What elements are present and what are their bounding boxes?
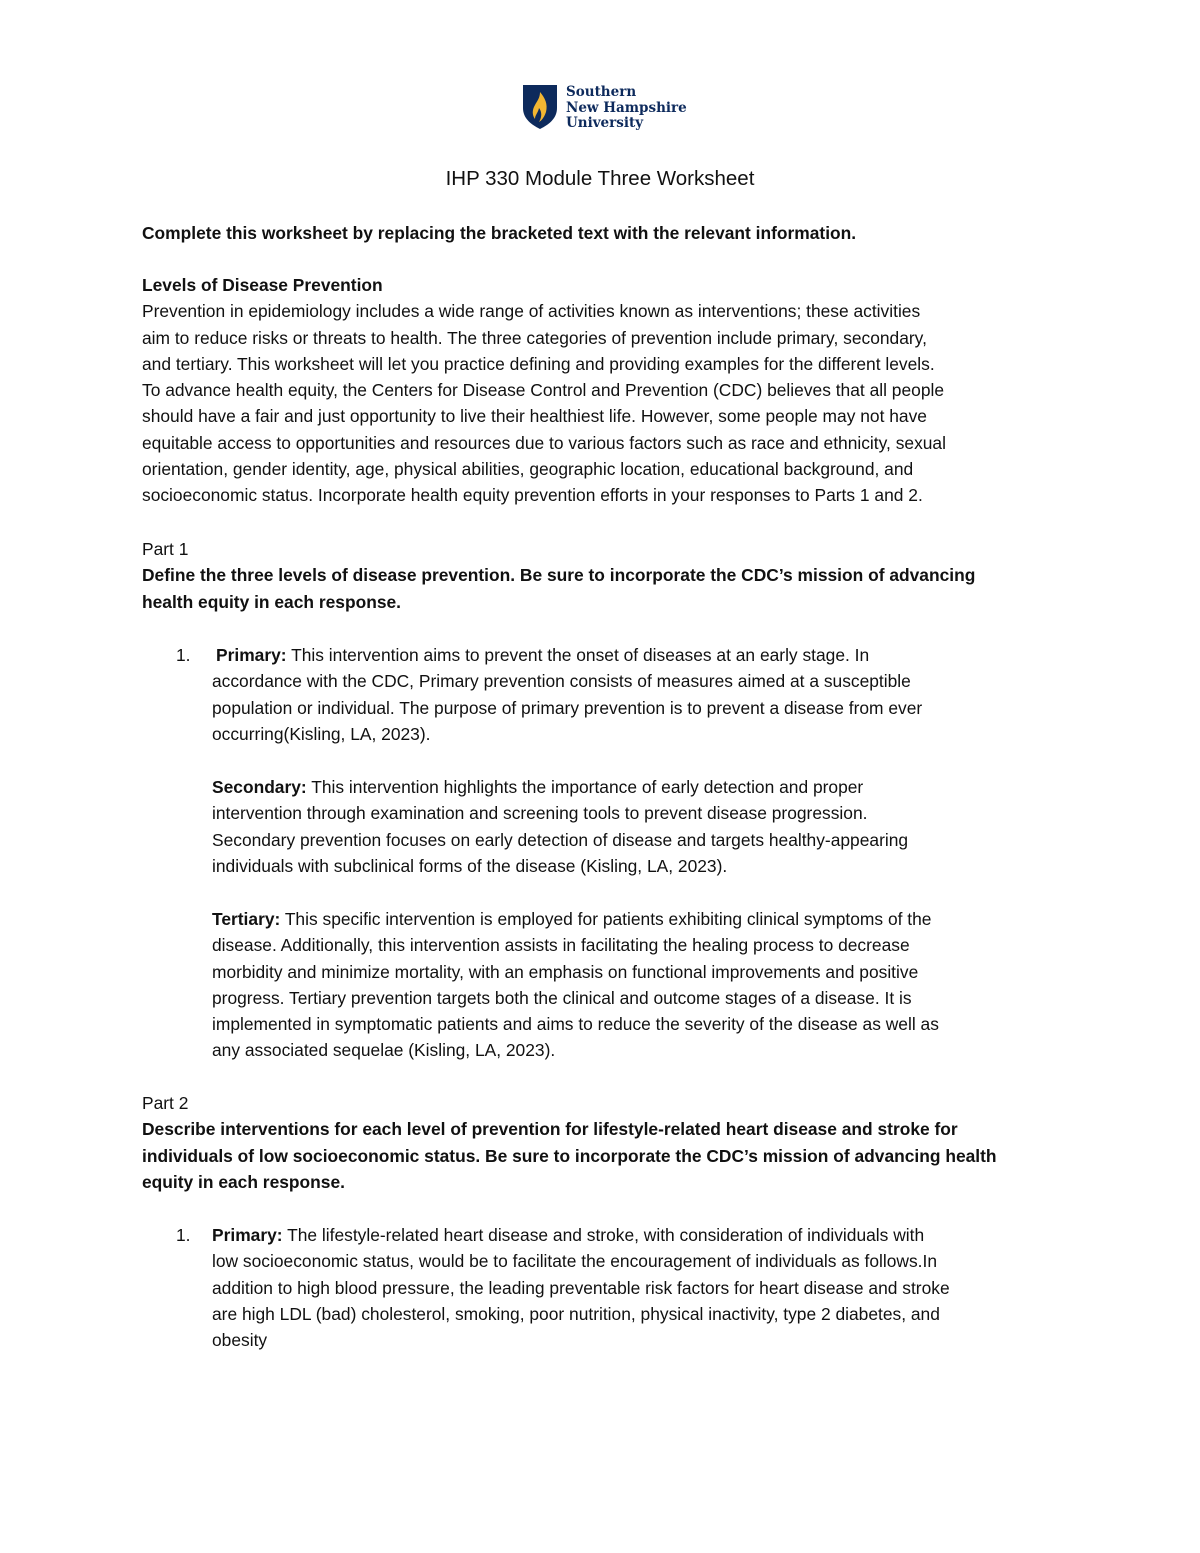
tertiary-line: any associated sequelae (Kisling, LA, 2023).: [212, 1040, 556, 1061]
part1-prompt: health equity in each response.: [142, 591, 401, 612]
logo-wordmark: [566, 85, 687, 132]
logo-line-3: University: [566, 115, 644, 131]
tertiary-first-line: This specific intervention is employed for patients exhibiting clinical symptoms of the: [280, 909, 932, 929]
part2-primary: [212, 1222, 1072, 1353]
part1-heading: Part 1: [142, 539, 189, 559]
part2-list-number: 1.: [176, 1225, 191, 1245]
part2-prompt: equity in each response.: [142, 1171, 345, 1192]
part2-heading: Part 2: [142, 1093, 189, 1113]
part1-primary: [212, 642, 1072, 747]
primary-label: Primary:: [216, 645, 287, 665]
part1-header: [142, 536, 1072, 615]
tertiary-line: implemented in symptomatic patients and aims to reduce the severity of the disease as well as: [212, 1014, 939, 1035]
part2-prompt: individuals of low socioeconomic status. Be sure to incorporate the CDC’s mission of advancing health: [142, 1145, 997, 1166]
part2-primary-line: obesity: [212, 1330, 268, 1351]
logo-line-2: New Hampshire: [566, 99, 687, 116]
tertiary-line: morbidity and minimize mortality, with an emphasis on functional improvements and positive: [212, 961, 919, 982]
tertiary-line: disease. Additionally, this intervention assists in facilitating the healing process to decrease: [212, 935, 910, 956]
tertiary-label: Tertiary:: [212, 909, 281, 929]
secondary-line: individuals with subclinical forms of the disease (Kisling, LA, 2023).: [212, 855, 728, 876]
levels-line: Prevention in epidemiology includes a wide range of activities known as interventions; these activities: [142, 301, 921, 322]
levels-heading: Levels of Disease Prevention: [142, 275, 383, 295]
part2-header: [142, 1090, 1072, 1195]
levels-line: and tertiary. This worksheet will let you practice defining and providing examples for the different levels.: [142, 353, 935, 374]
levels-section: [142, 272, 1072, 509]
levels-line: socioeconomic status. Incorporate health equity prevention efforts in your responses to Parts 1 and 2.: [142, 485, 923, 506]
part1-secondary: [212, 774, 1072, 879]
primary-line: population or individual. The purpose of primary prevention is to prevent a disease from ever: [212, 697, 923, 718]
tertiary-line: progress. Tertiary prevention targets both the clinical and outcome stages of a disease. It is: [212, 987, 912, 1008]
primary-line: accordance with the CDC, Primary prevention consists of measures aimed at a susceptible: [212, 671, 911, 692]
part1-prompt: Define the three levels of disease prevention. Be sure to incorporate the CDC’s mission of advancing: [142, 565, 976, 586]
levels-line: equitable access to opportunities and resources due to various factors such as race and ethnicity, sexual: [142, 432, 946, 453]
part2-primary-line: addition to high blood pressure, the leading preventable risk factors for heart disease and stroke: [212, 1277, 950, 1298]
levels-line: should have a fair and just opportunity to live their healthiest life. However, some people may not have: [142, 406, 927, 427]
secondary-line: Secondary prevention focuses on early detection of disease and targets healthy-appearing: [212, 829, 909, 850]
part2-primary-first-line: The lifestyle-related heart disease and stroke, with consideration of individuals with: [282, 1225, 925, 1245]
part1-tertiary: [212, 906, 1072, 1064]
shield-flame-icon: [522, 84, 558, 130]
logo-line-1: Southern: [566, 84, 637, 100]
levels-line: aim to reduce risks or threats to health. The three categories of prevention include primary, secondary,: [142, 327, 927, 348]
instructions: Complete this worksheet by replacing the bracketed text with the relevant information.: [142, 223, 857, 243]
part2-primary-line: low socioeconomic status, would be to facilitate the encouragement of individuals as follows.In: [212, 1251, 938, 1272]
primary-first-line: This intervention aims to prevent the onset of diseases at an early stage. In: [286, 645, 870, 665]
levels-line: To advance health equity, the Centers for Disease Control and Prevention (CDC) believes that all people: [142, 380, 945, 401]
part1-list-number: 1.: [176, 645, 191, 665]
primary-line: occurring(Kisling, LA, 2023).: [212, 723, 431, 744]
levels-line: orientation, gender identity, age, physical abilities, geographic location, educational background, and: [142, 459, 914, 480]
page-title: IHP 330 Module Three Worksheet: [445, 167, 755, 190]
snhu-logo: [522, 82, 692, 134]
part2-primary-line: are high LDL (bad) cholesterol, smoking, poor nutrition, physical inactivity, type 2 diabetes, and: [212, 1303, 940, 1324]
part2-primary-label: Primary:: [212, 1225, 283, 1245]
secondary-line: intervention through examination and screening tools to prevent disease progression.: [212, 803, 868, 824]
secondary-label: Secondary:: [212, 777, 307, 797]
secondary-first-line: This intervention highlights the importance of early detection and proper: [306, 777, 864, 797]
part2-prompt: Describe interventions for each level of prevention for lifestyle-related heart disease and stroke for: [142, 1119, 958, 1140]
